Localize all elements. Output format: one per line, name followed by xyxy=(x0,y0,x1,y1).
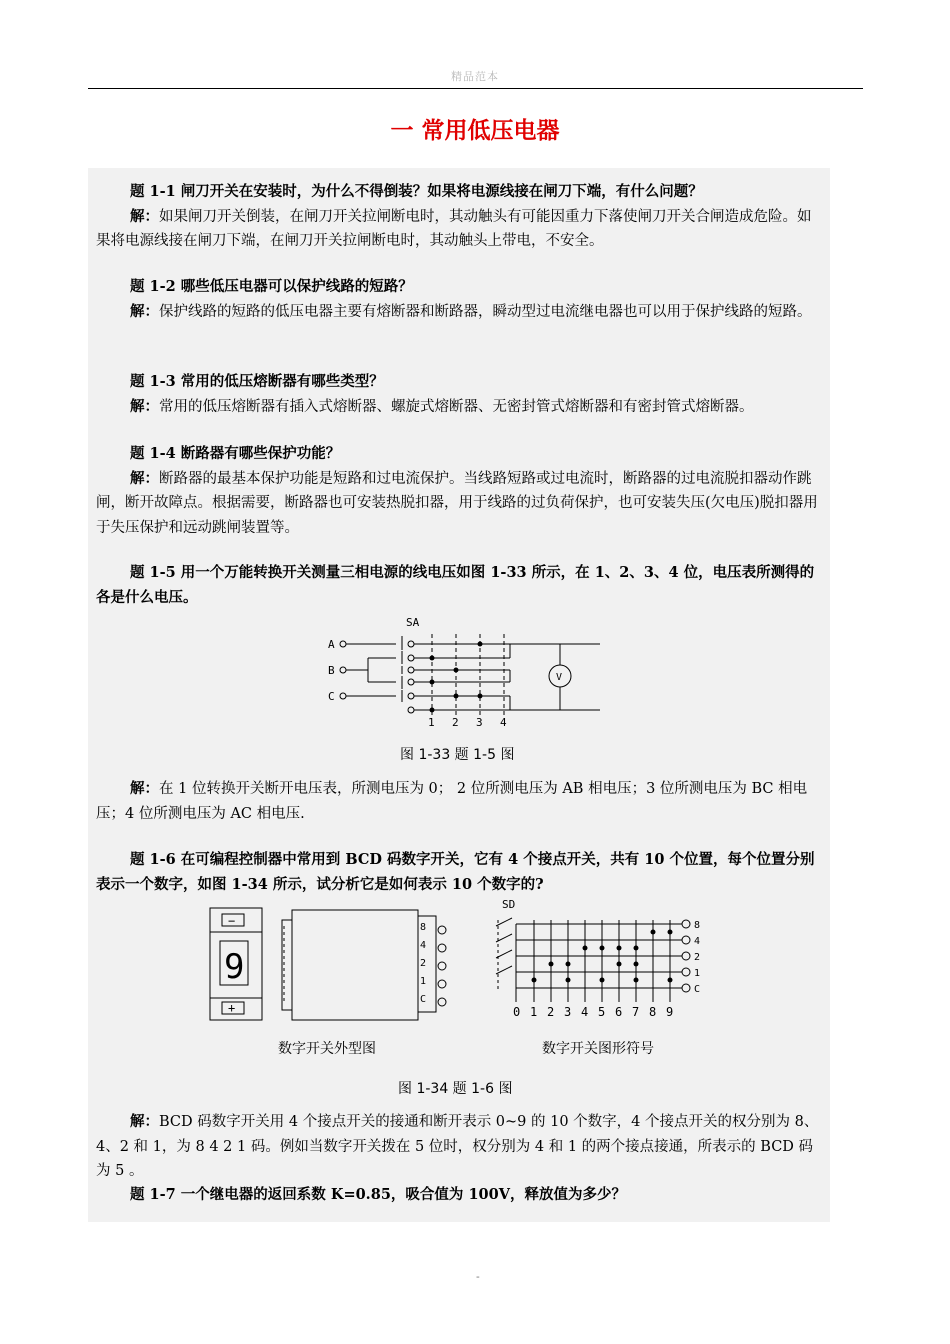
question-block-1-3 xyxy=(96,370,822,419)
minus-symbol: − xyxy=(228,914,236,928)
weight-label-c: C xyxy=(694,984,701,995)
question-text: 题 1-3 常用的低压熔断器有哪些类型？ xyxy=(130,373,384,390)
answer-text xyxy=(96,395,822,420)
answer-block-1-6 xyxy=(96,1110,822,1184)
running-header: 精品范本 xyxy=(451,70,499,83)
digit-label-2: 2 xyxy=(547,1005,555,1019)
question-block-1-1 xyxy=(96,180,822,254)
weight-label-2: 2 xyxy=(694,952,701,963)
question-text: 题 1-1 闸刀开关在安装时，为什么不得倒装？如果将电源线接在闸刀下端，有什么问题？ xyxy=(130,183,703,200)
content-area xyxy=(88,168,830,1222)
answer-label: 解： xyxy=(130,397,159,415)
figure-1-34-right-caption: 数字开关图形符号 xyxy=(542,1041,654,1057)
label-sd: SD xyxy=(502,898,516,911)
label-sa: SA xyxy=(406,616,420,629)
answer-text xyxy=(96,777,822,826)
chapter-title: 一 常用低压电器 xyxy=(390,118,560,144)
answer-label: 解： xyxy=(130,1113,159,1130)
digit-label-8: 8 xyxy=(649,1005,657,1019)
weight-label-1: 1 xyxy=(694,968,701,979)
digit-label-4: 4 xyxy=(581,1005,589,1019)
answer-text xyxy=(96,205,822,254)
plus-symbol: + xyxy=(228,1001,236,1015)
answer-body: BCD 码数字开关用 4 个接点开关的接通和断开表示 0~9 的 10 个数字，4 个接点开关的权分别为 8、4、2 和 1，为 8 4 2 1 码。例如当数字开关拨在 5 位时，权分别为 4 和 1 的两个接点接通，所表示的 BCD 码为 5 。 xyxy=(96,1114,819,1179)
figure-1-34-left-caption: 数字开关外型图 xyxy=(278,1041,376,1057)
question-block-1-5 xyxy=(96,561,822,610)
terminal-label-1: 1 xyxy=(420,976,427,987)
figure-1-33-caption: 图 1-33 题 1-5 图 xyxy=(400,747,515,763)
terminal-label-2: 2 xyxy=(420,958,427,969)
terminal-label-c: C xyxy=(420,994,427,1005)
display-digit: 9 xyxy=(224,947,245,987)
answer-label: 解： xyxy=(130,780,159,797)
digit-label-3: 3 xyxy=(564,1005,572,1019)
weight-label-4: 4 xyxy=(694,936,701,947)
question-text: 题 1-5 用一个万能转换开关测量三相电源的线电压如图 1-33 所示，在 1、2、3、4 位，电压表所测得的各是什么电压。 xyxy=(96,564,815,606)
figure-1-34-caption: 图 1-34 题 1-6 图 xyxy=(398,1081,513,1097)
terminal-label-4: 4 xyxy=(420,940,427,951)
digit-label-7: 7 xyxy=(632,1005,640,1019)
label-a: A xyxy=(328,638,335,651)
digit-label-0: 0 xyxy=(513,1005,521,1019)
answer-block-1-5 xyxy=(96,777,822,826)
position-label-3: 3 xyxy=(476,716,483,729)
label-b: B xyxy=(328,664,335,677)
question-text: 题 1-4 断路器有哪些保护功能？ xyxy=(130,445,341,462)
digit-label-5: 5 xyxy=(598,1005,606,1019)
question-block-1-2 xyxy=(96,275,822,324)
digit-label-6: 6 xyxy=(615,1005,623,1019)
label-voltmeter: V xyxy=(556,672,563,683)
answer-body: 常用的低压熔断器有插入式熔断器、螺旋式熔断器、无密封管式熔断器和有密封管式熔断器。 xyxy=(159,398,754,415)
weight-label-8: 8 xyxy=(694,920,701,931)
position-label-1: 1 xyxy=(428,716,435,729)
question-text: 题 1-7 一个继电器的返回系数 K=0.85，吸合值为 100V，释放值为多少？ xyxy=(130,1186,626,1203)
terminal-label-8: 8 xyxy=(420,922,427,933)
answer-body: 保护线路的短路的低压电器主要有熔断器和断路器，瞬动型过电流继电器也可以用于保护线路的短路。 xyxy=(159,303,812,320)
digit-label-9: 9 xyxy=(666,1005,674,1019)
position-label-2: 2 xyxy=(452,716,459,729)
answer-text xyxy=(96,1110,822,1184)
answer-label: 解： xyxy=(130,207,159,225)
answer-body: 在 1 位转换开关断开电压表，所测电压为 0； 2 位所测电压为 AB 相电压；3 位所测电压为 BC 相电压；4 位所测电压为 AC 相电压. xyxy=(96,781,808,822)
position-label-4: 4 xyxy=(500,716,507,729)
footer-mark: - xyxy=(476,1270,480,1283)
header-rule xyxy=(88,88,863,89)
answer-body: 断路器的最基本保护功能是短路和过电流保护。当线路短路或过电流时，断路器的过电流脱扣器动作跳闸，断开故障点。根据需要，断路器也可安装热脱扣器，用于线路的过负荷保护，也可安装失压(欠电压)脱扣器用于失压保护和远动跳闸装置等。 xyxy=(96,470,818,536)
figure-1-34-outline xyxy=(206,906,456,1026)
answer-label: 解： xyxy=(130,469,159,487)
question-block-1-4 xyxy=(96,442,822,540)
question-text: 题 1-2 哪些低压电器可以保护线路的短路？ xyxy=(130,278,413,295)
question-block-1-6 xyxy=(96,848,822,897)
answer-text xyxy=(96,300,822,325)
figure-1-33-switch-diagram xyxy=(320,614,600,729)
label-c: C xyxy=(328,690,335,703)
answer-body: 如果闸刀开关倒装，在闸刀开关拉闸断电时，其动触头有可能因重力下落使闸刀开关合闸造成危险。如果将电源线接在闸刀下端，在闸刀开关拉闸断电时，其动触头上带电，不安全。 xyxy=(96,208,812,249)
answer-text xyxy=(96,467,822,541)
digit-label-1: 1 xyxy=(530,1005,538,1019)
question-block-1-7 xyxy=(96,1183,822,1208)
figure-1-34-symbol xyxy=(486,896,736,1026)
question-text: 题 1-6 在可编程控制器中常用到 BCD 码数字开关，它有 4 个接点开关，共有 10 个位置，每个位置分别表示一个数字，如图 1-34 所示，试分析它是如何表示 10 个数字的? xyxy=(96,851,815,893)
answer-label: 解： xyxy=(130,302,159,320)
